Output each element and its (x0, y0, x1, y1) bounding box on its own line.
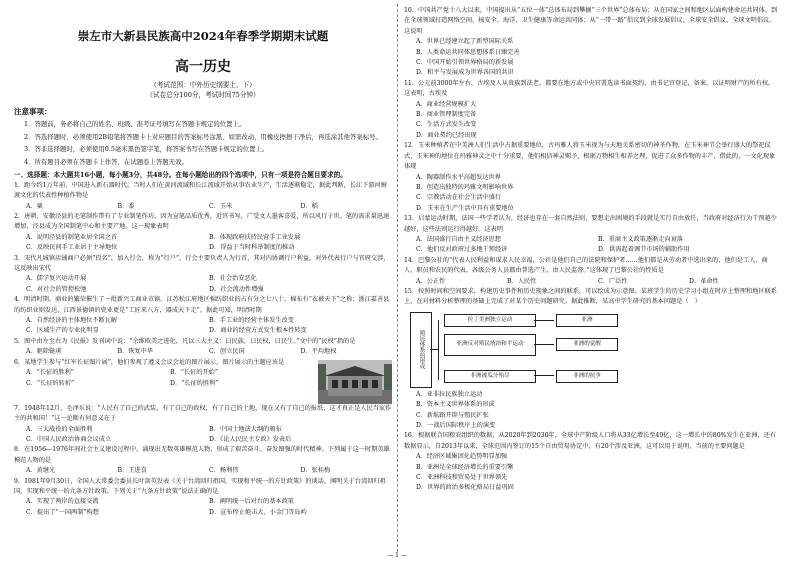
answer-option: B．体现政府扶持民营手工业发展 (209, 233, 301, 241)
answer-options (404, 452, 780, 494)
question-item (404, 214, 780, 256)
question-item (404, 6, 780, 79)
question-stem: 4．明清时期，商业的繁荣催生了一批新兴工商业市镇。江苏松江府地区棉纺织业的占有分之七八十，棉布有“衣被天下”之称；浙江嘉善县的纺织业则发达，江西景德镇的瓷业更是“工匠来八方，器成天下走”。据此可知，明清时期 (14, 296, 390, 314)
answer-option: C．区域生产的专业化明显 (26, 327, 99, 335)
answer-option: B．黍 (117, 202, 135, 210)
question-with-photo (14, 358, 392, 404)
answer-option: C．新航路开辟与殖民扩张 (416, 411, 489, 419)
answer-option: B．中国土地法大纲的颁布 (209, 425, 282, 433)
answer-option: B．恢复中华 (117, 348, 153, 356)
answer-option: B．亚洲是全球经济增长的重要引擎 (416, 463, 514, 471)
diagram-box: 拉丁美洲独立运动 (444, 314, 536, 327)
answer-option: D．稻 (300, 202, 318, 210)
answer-options (14, 347, 392, 357)
answer-option: D．宣布停止炮击大、小金门等岛屿 (209, 508, 307, 516)
answer-option: C．玉米 (209, 202, 233, 210)
question-stem: 3．宋代凡城镇店铺商户必须“投名”，加入行会，称为“行户”，行会主要负责人为行首，其对内协调行户利益，对外代表行户与官府交涉，这反映出宋代 (14, 254, 390, 273)
question-item (404, 431, 780, 493)
exam-scope: （考试范围：中外历史纲要上、下） (150, 81, 256, 89)
answer-option: A．儒学复兴运动开展 (26, 275, 87, 283)
page-number: — 1 — (387, 552, 407, 559)
question-item (404, 141, 780, 214)
answer-options (404, 37, 780, 79)
question-item (404, 79, 780, 141)
answer-option: C．提出了“一国两制”构想 (26, 508, 99, 516)
answer-option: B．王进喜 (117, 467, 147, 475)
answer-options (14, 233, 392, 254)
answer-option: B．重商主义政策逐渐走向衰落 (598, 235, 683, 243)
notice-item: 3．答非选择题时，必须使用0.5毫米黑色签字笔，将答案书写在答题卡规定的位置上。 (24, 145, 269, 154)
question-stem: 7．1948年12月，毛泽东说：“人民有了自己的武装，有了自己的政权，有了自己的土地，现在又有了自己的报纸，这才真正是人民当家作主的共和国！”这一论断有何意义在于 (14, 404, 392, 423)
question-stem: 6．某地学生参与“红军长征图片展”，他们参观了遵义会议会址的图片展示，图片展示的主题应该是 (14, 358, 285, 366)
answer-options (404, 100, 780, 142)
question-stem: 1．距今约1万年前，中国进入新石器时代。当时人们在黄河流域和长江流域开始从事农业生产，生活逐渐稳定，据此判断，长江下游河姆渡文化的代表性种植作物是 (14, 181, 387, 200)
answer-option: B．创造出独特的玛雅文明影响世界 (416, 183, 514, 191)
answer-option: A．亚非拉民族独立运动 (416, 390, 483, 398)
answer-options (14, 316, 392, 337)
zunyi-meeting-site-photo (318, 360, 392, 404)
answer-option: D．平均地权 (300, 348, 337, 356)
answer-option: C．广泛性 (598, 277, 628, 285)
answer-options (14, 466, 392, 476)
answer-option: D．得益于当时科举制度的推动 (209, 244, 295, 252)
question-stem: 5．图中由左至右为《民报》发刊词中说：“余维欧美之进化，凡以三大主义：曰民族，曰民权，曰民生。”文中的“民权”指的是 (14, 337, 356, 345)
answer-option: A．实现了两岸的直接交流 (26, 498, 99, 506)
answer-options (14, 368, 314, 389)
notice-item: 1．答题前，务必将自己的姓名、班级、准考证号填写在答题卡规定的位置上。 (24, 120, 246, 128)
question-stem: 14．巴黎公社的“代表人民利益和谋求人民幸福，公社是他们自己的法院和保护者……他们都是从劳动者中选出来的，他们是工人、商人、职员和农民的代表，各级公务人员都由普选产生，由人民监督。”这体现了巴黎公社的性质是 (404, 256, 768, 275)
question-stem: 15．按照时间和空间要求，构建历史事件和历史现象之间的联系，可以绘成为示意图。某班学生的历史学习小组在时序上整理和地区联系上，在对材料分析整理的基础上完成了对某个历史问题研究。据此推断，某高中学生研究的基本问题是（ ） (404, 287, 777, 306)
diagram-connector (430, 349, 438, 350)
answer-options (14, 425, 392, 446)
question-stem: 2．唐朝，安徽泾县的毛笔制作带有了专业制笔作坊，因为宣笔品质优秀，近官书写，广受文人墨客喜爱，所以风行于世。笔的需求量迅速增加，泾县成为全国制笔中心和主要产地。这一现象表明 (14, 213, 390, 231)
left-column (14, 6, 392, 551)
answer-option: A．商业经营规模扩大 (416, 100, 477, 108)
question-item (404, 287, 780, 431)
question-item (14, 358, 392, 404)
answer-option: B．阐明统一后对台的基本政策 (209, 498, 294, 506)
answer-option: B．社会治安恶化 (209, 275, 257, 283)
exam-subject: 高一历史 (175, 59, 231, 75)
diagram-side-label: 殖民体系的形成 (410, 312, 432, 388)
diagram-arrow (534, 344, 554, 345)
answer-option: D．和平与发展成为世界各国的共识 (416, 69, 514, 77)
notice-item: 4．所有题目必须在答题卡上作答，在试题卷上答题无效。 (24, 157, 188, 166)
question-item (14, 477, 392, 519)
question-stem: 16．根据联合国粮农组织的数据，从2020年到2030年，全球中产阶级人口将从33亿增长至49亿，这一增长中的80%发生在亚洲，还有数据显示，自2013年以来，全球范围内签订的15个自由贸易协定中，有20个涉及亚洲。这可以用于说明，当前的主要问题是 (404, 432, 777, 450)
diagram-box: 非洲的抗争 (556, 370, 618, 383)
diagram-arrow (534, 320, 554, 321)
notice-item: 2．答选择题时，必须使用2B铅笔将答题卡上对应题目的答案标号涂黑，如需改动，用橡皮擦擦干净后，再选涂其他答案标号。 (24, 132, 382, 141)
question-item (14, 254, 392, 296)
answer-option: A．说明泾县的制笔业居全国之首 (26, 233, 118, 241)
question-item (14, 181, 392, 212)
answer-option: B．“长征的开始” (170, 369, 218, 377)
answer-option: C．“长征的转折” (26, 379, 75, 387)
answer-option: C．中国开始引领世界格局的新发展 (416, 59, 514, 67)
question-item (14, 212, 392, 254)
answer-option: A．三大战役的全面胜利 (26, 425, 93, 433)
answer-option: D．社会流动性增强 (209, 285, 264, 293)
answer-option: D．商业的经营方式发生根本性转变 (209, 327, 307, 335)
answer-option: C．宗教活动在社会生活中盛行 (416, 194, 502, 202)
answer-options (404, 277, 780, 287)
question-list-left (14, 181, 392, 518)
answer-option: A．粟 (26, 202, 43, 210)
history-diagram (410, 312, 780, 388)
answer-option: D．供需起着调节市场的辅助作用 (598, 246, 690, 254)
answer-option: A．经济区域集团化趋势明显加强 (416, 453, 508, 461)
answer-options (404, 235, 780, 256)
question-item (14, 295, 392, 337)
answer-option: D．革命性 (689, 277, 719, 285)
diagram-connector (438, 320, 439, 380)
answer-option: B．人类命运共同体思想体系日臻完善 (416, 48, 520, 56)
notice-heading: 注意事项： (14, 107, 52, 116)
column-divider (397, 4, 398, 552)
answer-option: C．杨利伟 (209, 467, 239, 475)
answer-option: D．张桂梅 (300, 467, 331, 475)
exam-title: 崇左市大新县民族高中2024年春季学期期末试题 (77, 29, 329, 43)
question-stem: 8．在1956—1976年间社会主义建设过程中，涌现出无数英雄模范人物，形成了艰苦奋斗、奋发图强的时代精神。下列属于这一时期英雄模范人物的是 (14, 446, 390, 464)
answer-option: C．他们反对政府过多地干预经济 (416, 246, 508, 254)
question-stem: 12．玉米种植者在中美洲人们生活中占据重要地位，古玛雅人将玉米视为与天地关系密切的神圣作物，在玉米神节会举行盛大的祭祀仪式，玉米神的地位在玛雅神灵之中十分重要，他们相信神灵赐予，根据万物相生相养之理，促进了众多作物的丰产，借此的，一文化现象体现 (404, 142, 776, 171)
answer-option: B．资本主义世界体系的形成 (416, 401, 495, 409)
answer-options (14, 274, 392, 295)
answer-options (14, 497, 392, 518)
question-stem: 9．1981年9月30日，全国人大常委会委员长叶剑英发表《关于台湾回归祖国、实现和平统一的方针政策》的谈话，阐明关于台湾回归祖国，实现和平统一的九条方针政策。下列关于“九条方针政策”说法正确的是 (14, 477, 386, 495)
answer-option: D．玉米在生产生活中具有重要地位 (416, 204, 514, 212)
answer-option: D．世界的政治多极化格局日益巩固 (416, 484, 514, 492)
question-text-block (14, 358, 314, 389)
answer-option: A．法国盛行自由主义经济思想 (416, 235, 501, 243)
diagram-box: 亚洲反对殖民统治和平运动 (444, 334, 536, 356)
answer-option: C．生活方式发生改变 (416, 121, 477, 129)
right-column (404, 6, 780, 551)
answer-option: C．创立民国 (209, 348, 245, 356)
question-item (404, 256, 780, 287)
answer-option: C．亚洲科技和贸易处于世界领先 (416, 474, 508, 482)
answer-option: B．人民性 (507, 277, 537, 285)
answer-option: B．手工业的经营主体发生改变 (209, 317, 294, 325)
diagram-box: 非洲被瓜分殆尽 (444, 370, 536, 383)
answer-options (404, 390, 780, 432)
answer-option: B．商业管理制度完备 (416, 111, 477, 119)
answer-option: C．对社会的管控松弛 (26, 285, 87, 293)
answer-option: C．中国人民政治协商会议成立 (26, 435, 112, 443)
answer-options (404, 173, 780, 215)
diagram-box: 亚洲的觉醒 (556, 338, 618, 351)
answer-option: A．驱除鞑虏 (26, 348, 62, 356)
answer-option: A．世界已经建立起了新型国际关系 (416, 38, 514, 46)
question-stem: 13．启蒙运动时期，法国一些学者认为，经济也存在一套自然法则，要想走出困境的手段就是实行自由放任，当政府对经济行为干预越少越好，这些法则运行得越好。这表明 (404, 215, 777, 233)
answer-option: D．“长征的胜利” (170, 379, 219, 387)
question-list-right (404, 6, 780, 494)
answer-option: D．《论人民民主专政》发表后 (209, 435, 292, 443)
exam-score-time: （试卷总分100分，考试时间75分钟） (146, 91, 260, 99)
answer-option: D．一战后国际秩序上的演变 (416, 422, 496, 429)
answer-option: C．反映民间手工业居于主导地位 (26, 244, 118, 252)
question-stem: 10．中国共产党十八大以来，中国提出从“五位一体”总体布局到攀摘“三个世界”总体布局；从在国家之间和地区层面构建命运共同体，到在全球领域打造网络空间、核安全、海洋、卫生健康等命运共同体；从“一带一路”倡议到全球发展倡议、全球安全倡议、全球文明倡议。这说明 (404, 7, 778, 35)
question-item (14, 337, 392, 358)
section-heading: 一、选择题：本大题共16小题，每小题3分，共48分。在每小题给出的四个选项中，只有一项是符合题目要求的。 (14, 171, 347, 180)
answer-option: A．黄继光 (26, 467, 56, 475)
question-item (14, 445, 392, 476)
answer-option: A．自然经济的主体地位不断瓦解 (26, 317, 118, 325)
answer-option: A．“长征的胜利” (26, 369, 74, 377)
question-stem: 11．公元前3000年左右，古埃及人从贵族到法老，都要在地方或中央官署选读书面契约，由书记官登记，备案，以证明财产的所有权。这表明，古埃及 (404, 79, 775, 98)
answer-option: A．公正性 (416, 277, 446, 285)
question-item (14, 404, 392, 446)
diagram-arrow (534, 375, 554, 376)
diagram-box: 亚洲 (556, 314, 618, 327)
answer-option: A．陶器制作水平高超发达世界 (416, 173, 501, 181)
answer-options (14, 202, 392, 212)
answer-option: D．商业契约已经出现 (416, 131, 477, 139)
